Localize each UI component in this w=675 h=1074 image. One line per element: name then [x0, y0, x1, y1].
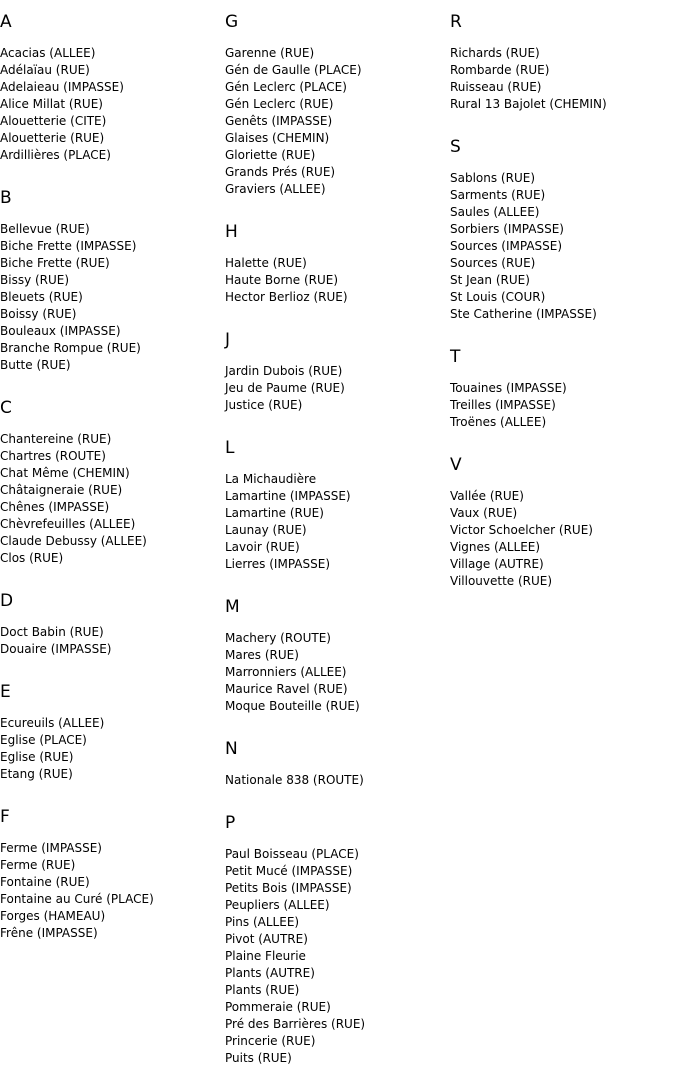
street-item: Adélaïau (RUE)	[0, 63, 90, 77]
street-item: Châtaigneraie (RUE)	[0, 483, 123, 497]
street-list	[0, 45, 220, 164]
street-item: Claude Debussy (ALLEE)	[0, 534, 147, 548]
letter-section	[450, 137, 675, 323]
street-item: Moque Bouteille (RUE)	[225, 699, 360, 713]
street-item: Saules (ALLEE)	[450, 205, 540, 219]
section-letter-heading: H	[225, 222, 238, 242]
street-item: Gloriette (RUE)	[225, 148, 316, 162]
section-letter-heading: N	[225, 739, 238, 759]
street-item: Jardin Dubois (RUE)	[225, 364, 343, 378]
street-item: Chênes (IMPASSE)	[0, 500, 110, 514]
street-item: Sarments (RUE)	[450, 188, 546, 202]
street-item: Petits Bois (IMPASSE)	[225, 881, 352, 895]
street-item: Petit Mucé (IMPASSE)	[225, 864, 353, 878]
street-item: Douaire (IMPASSE)	[0, 642, 112, 656]
section-letter-heading: D	[0, 591, 14, 611]
street-list	[225, 45, 445, 198]
street-item: Troënes (ALLEE)	[450, 415, 547, 429]
street-item: Genêts (IMPASSE)	[225, 114, 333, 128]
street-item: Haute Borne (RUE)	[225, 273, 339, 287]
street-item: Lavoir (RUE)	[225, 540, 300, 554]
letter-section	[225, 222, 445, 306]
street-list	[225, 363, 445, 414]
street-item: Victor Schoelcher (RUE)	[450, 523, 593, 537]
street-item: Lamartine (RUE)	[225, 506, 324, 520]
section-letter-heading: M	[225, 597, 240, 617]
letter-section	[225, 12, 445, 198]
street-index-column-1	[0, 0, 220, 942]
street-list	[0, 840, 220, 942]
street-item: Vignes (ALLEE)	[450, 540, 541, 554]
section-letter-heading: C	[0, 398, 12, 418]
street-item: Graviers (ALLEE)	[225, 182, 326, 196]
street-item: Halette (RUE)	[225, 256, 307, 270]
section-letter-heading: T	[450, 347, 461, 367]
street-item: Plaine Fleurie	[225, 949, 306, 963]
street-item: Boissy (RUE)	[0, 307, 77, 321]
street-list	[450, 45, 675, 113]
street-list	[225, 630, 445, 715]
street-item: Fontaine au Curé (PLACE)	[0, 892, 154, 906]
street-item: Pins (ALLEE)	[225, 915, 300, 929]
street-index-column-3	[450, 0, 675, 590]
street-item: Bleuets (RUE)	[0, 290, 83, 304]
street-item: Doct Babin (RUE)	[0, 625, 104, 639]
letter-section	[225, 739, 445, 789]
street-item: Launay (RUE)	[225, 523, 307, 537]
letter-section	[0, 591, 220, 658]
section-letter-heading: E	[0, 682, 11, 702]
street-item: Sources (IMPASSE)	[450, 239, 563, 253]
letter-section	[0, 12, 220, 164]
street-item: Lamartine (IMPASSE)	[225, 489, 351, 503]
letter-section	[225, 813, 445, 1067]
street-item: Marronniers (ALLEE)	[225, 665, 347, 679]
street-item: Gén Leclerc (RUE)	[225, 97, 334, 111]
street-item: Princerie (RUE)	[225, 1034, 316, 1048]
letter-section	[225, 330, 445, 414]
street-list	[0, 221, 220, 374]
street-list	[450, 170, 675, 323]
street-item: Nationale 838 (ROUTE)	[225, 773, 364, 787]
street-list	[225, 471, 445, 573]
letter-section	[0, 682, 220, 783]
street-item: Forges (HAMEAU)	[0, 909, 106, 923]
street-item: Gén Leclerc (PLACE)	[225, 80, 347, 94]
street-item: Pré des Barrières (RUE)	[225, 1017, 366, 1031]
street-item: Bouleaux (IMPASSE)	[0, 324, 121, 338]
street-item: Bellevue (RUE)	[0, 222, 90, 236]
street-item: Hector Berlioz (RUE)	[225, 290, 348, 304]
street-list	[450, 380, 675, 431]
street-item: Adelaieau (IMPASSE)	[0, 80, 124, 94]
street-item: Richards (RUE)	[450, 46, 540, 60]
street-item: Treilles (IMPASSE)	[450, 398, 556, 412]
street-item: Chat Même (CHEMIN)	[0, 466, 130, 480]
street-item: Biche Frette (IMPASSE)	[0, 239, 137, 253]
street-item: Ecureuils (ALLEE)	[0, 716, 105, 730]
street-item: Grands Prés (RUE)	[225, 165, 336, 179]
street-item: Chartres (ROUTE)	[0, 449, 106, 463]
street-item: Alice Millat (RUE)	[0, 97, 103, 111]
street-item: Branche Rompue (RUE)	[0, 341, 141, 355]
street-list	[225, 772, 445, 789]
street-item: Glaises (CHEMIN)	[225, 131, 330, 145]
street-item: Sources (RUE)	[450, 256, 536, 270]
street-item: Mares (RUE)	[225, 648, 299, 662]
street-item: Clos (RUE)	[0, 551, 64, 565]
street-item: Sablons (RUE)	[450, 171, 536, 185]
street-item: Gén de Gaulle (PLACE)	[225, 63, 362, 77]
street-item: Villouvette (RUE)	[450, 574, 553, 588]
section-letter-heading: A	[0, 12, 12, 32]
street-item: Biche Frette (RUE)	[0, 256, 110, 270]
street-item: Machery (ROUTE)	[225, 631, 331, 645]
street-item: Garenne (RUE)	[225, 46, 315, 60]
street-item: Alouetterie (CITE)	[0, 114, 107, 128]
street-item: Acacias (ALLEE)	[0, 46, 96, 60]
letter-section	[0, 398, 220, 567]
street-item: Ardillières (PLACE)	[0, 148, 111, 162]
section-letter-heading: J	[225, 330, 231, 350]
street-item: Pommeraie (RUE)	[225, 1000, 331, 1014]
street-list	[225, 255, 445, 306]
letter-section	[450, 455, 675, 590]
street-list	[0, 715, 220, 783]
section-letter-heading: F	[0, 807, 10, 827]
street-item: Ste Catherine (IMPASSE)	[450, 307, 597, 321]
section-letter-heading: V	[450, 455, 462, 475]
letter-section	[225, 438, 445, 573]
street-item: Chèvrefeuilles (ALLEE)	[0, 517, 136, 531]
street-item: Fontaine (RUE)	[0, 875, 90, 889]
street-item: Justice (RUE)	[225, 398, 303, 412]
street-index-column-2	[225, 0, 445, 1067]
letter-section	[225, 597, 445, 715]
street-item: Plants (RUE)	[225, 983, 300, 997]
street-list	[0, 624, 220, 658]
street-item: Jeu de Paume (RUE)	[225, 381, 345, 395]
street-item: Vaux (RUE)	[450, 506, 518, 520]
street-item: St Jean (RUE)	[450, 273, 530, 287]
street-item: Frêne (IMPASSE)	[0, 926, 98, 940]
street-item: Eglise (RUE)	[0, 750, 74, 764]
street-list	[450, 488, 675, 590]
letter-section	[450, 12, 675, 113]
street-item: Puits (RUE)	[225, 1051, 292, 1065]
street-item: Peupliers (ALLEE)	[225, 898, 330, 912]
street-item: Vallée (RUE)	[450, 489, 524, 503]
street-item: Ferme (RUE)	[0, 858, 76, 872]
section-letter-heading: L	[225, 438, 235, 458]
street-list	[0, 431, 220, 567]
section-letter-heading: S	[450, 137, 461, 157]
street-item: La Michaudière	[225, 472, 317, 486]
letter-section	[0, 188, 220, 374]
street-item: Paul Boisseau (PLACE)	[225, 847, 359, 861]
street-item: Chantereine (RUE)	[0, 432, 112, 446]
street-item: Village (AUTRE)	[450, 557, 544, 571]
street-item: Plants (AUTRE)	[225, 966, 315, 980]
section-letter-heading: G	[225, 12, 239, 32]
street-item: Pivot (AUTRE)	[225, 932, 308, 946]
street-item: Maurice Ravel (RUE)	[225, 682, 348, 696]
street-item: Butte (RUE)	[0, 358, 71, 372]
section-letter-heading: R	[450, 12, 462, 32]
street-item: Ferme (IMPASSE)	[0, 841, 102, 855]
street-item: Etang (RUE)	[0, 767, 73, 781]
street-item: Sorbiers (IMPASSE)	[450, 222, 564, 236]
street-item: Ruisseau (RUE)	[450, 80, 542, 94]
letter-section	[0, 807, 220, 942]
letter-section	[450, 347, 675, 431]
street-item: Touaines (IMPASSE)	[450, 381, 567, 395]
street-item: Lierres (IMPASSE)	[225, 557, 330, 571]
street-item: St Louis (COUR)	[450, 290, 546, 304]
street-item: Bissy (RUE)	[0, 273, 70, 287]
street-item: Alouetterie (RUE)	[0, 131, 105, 145]
section-letter-heading: P	[225, 813, 236, 833]
street-list	[225, 846, 445, 1067]
street-item: Rural 13 Bajolet (CHEMIN)	[450, 97, 607, 111]
section-letter-heading: B	[0, 188, 12, 208]
street-item: Rombarde (RUE)	[450, 63, 550, 77]
street-item: Eglise (PLACE)	[0, 733, 87, 747]
